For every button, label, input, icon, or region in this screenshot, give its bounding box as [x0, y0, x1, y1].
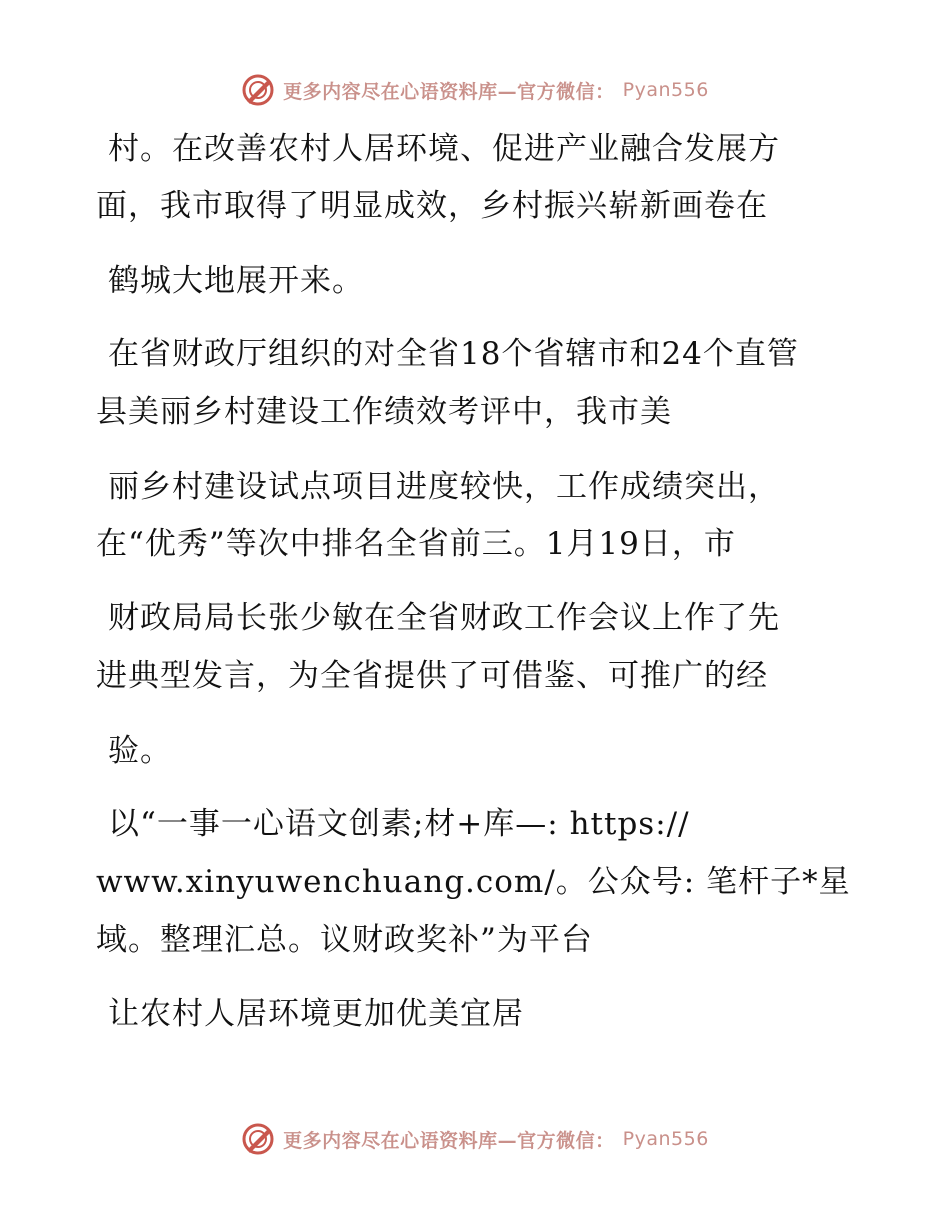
paragraph-line: www.xinyuwenchuang.com/。公众号: 笔杆子*星 [96, 864, 851, 900]
watermark-wechat-id: Pyan556 [622, 1128, 709, 1150]
paragraph-line: 村。在改善农村人居环境、促进产业融合发展方 [108, 131, 780, 167]
pen-seal-icon [241, 1122, 275, 1156]
paragraph-line: 县美丽乡村建设工作绩效考评中，我市美 [96, 394, 672, 430]
watermark-wechat-id: Pyan556 [622, 79, 709, 101]
paragraph-line: 面，我市取得了明显成效，乡村振兴崭新画卷在 [96, 188, 768, 224]
paragraph-line: 进典型发言，为全省提供了可借鉴、可推广的经 [96, 658, 768, 694]
paragraph-line: 丽乡村建设试点项目进度较快，工作成绩突出， [108, 469, 780, 505]
watermark-text: 更多内容尽在心语资料库—官方微信： [283, 1129, 615, 1152]
paragraph-line: 在省财政厅组织的对全省18个省辖市和24个直管 [108, 336, 799, 372]
watermark-text: 更多内容尽在心语资料库—官方微信： [283, 80, 615, 103]
paragraph-line: 财政局局长张少敏在全省财政工作会议上作了先 [108, 600, 780, 636]
paragraph-line: 让农村人居环境更加优美宜居 [108, 996, 524, 1032]
paragraph-line: 鹤城大地展开来。 [108, 263, 364, 299]
footer-watermark [0, 1119, 950, 1159]
paragraph-line: 域。整理汇总。议财政奖补”为平台 [96, 922, 593, 958]
paragraph-line: 在“优秀”等次中排名全省前三。1月19日，市 [96, 526, 736, 562]
paragraph-line: 验。 [108, 733, 172, 769]
paragraph-line: 以“一事一心语文创素;材+库—: https:// [108, 806, 690, 842]
